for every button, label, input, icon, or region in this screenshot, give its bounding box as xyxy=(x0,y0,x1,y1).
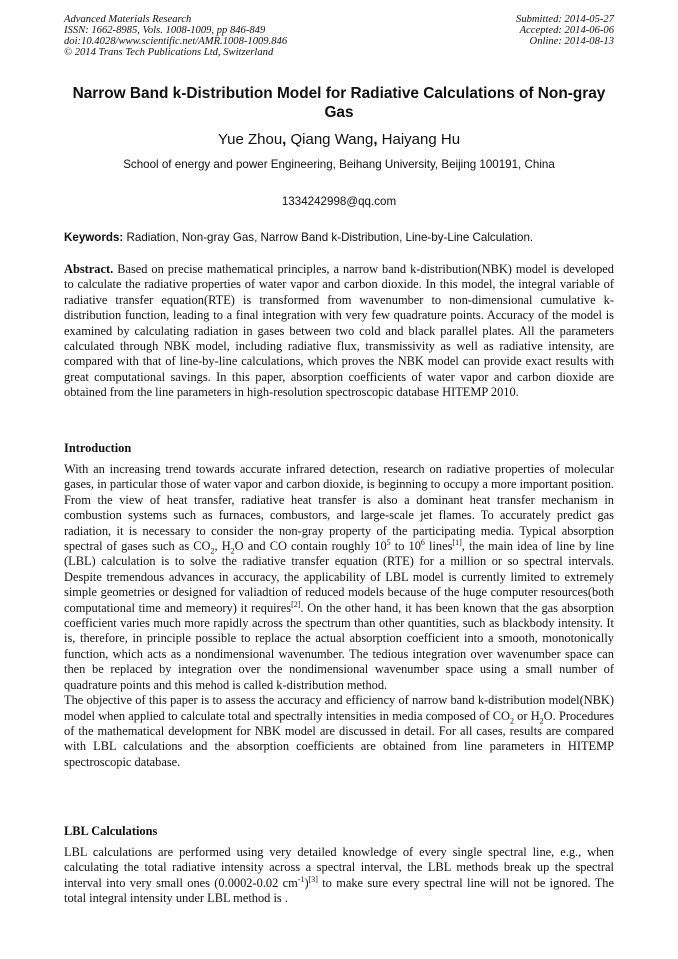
superscript: -1 xyxy=(297,874,305,884)
dates-header xyxy=(516,14,614,47)
copyright-line: © 2014 Trans Tech Publications Ltd, Switzerland xyxy=(64,47,274,58)
text-run: O and CO contain roughly 10 xyxy=(234,539,387,554)
abstract-label: Abstract. xyxy=(64,262,114,276)
text-run: ) xyxy=(304,875,309,890)
journal-header xyxy=(64,14,287,58)
text-run: The objective of this paper is to assess the accuracy and efficiency of narrow band k-distribution model(NBK) model when applied to calculate total and spectrally intensities in media composed of CO xyxy=(64,693,614,723)
paragraph xyxy=(64,845,614,907)
online-date: Online: 2014-08-13 xyxy=(529,36,614,47)
subscript: 2 xyxy=(210,546,215,556)
text-run: LBL calculations are performed using very detailed knowledge of every single spectral line, e.g., when calculating the total radiative intensity across a spectral interval, the LBL methods break up the spectral interval into very small ones (0.0002-0.02 cm xyxy=(64,845,614,890)
paragraph xyxy=(64,693,614,770)
text-run: . On the other hand, it has been known that the gas absorption coefficient varies much more rapidly across the spectrum than other quantities, such as blackbody intensity. It is, therefore, in principle possible to replace the actual absorption coefficient into a smooth, monotonically function, which acts as a nondimensional wavenumber. The tedious integration over wavenumber space can then be replaced by integration over the nondimensional wavenumber space using a small number of quadrature points and this mehod is called k-distribution method. xyxy=(64,600,614,692)
journal-name: Advanced Materials Research xyxy=(64,14,192,25)
accepted-date: Accepted: 2014-06-06 xyxy=(519,25,614,36)
citation-ref[interactable]: [1] xyxy=(452,537,462,547)
abstract xyxy=(64,262,614,401)
section-heading-lbl: LBL Calculations xyxy=(64,824,158,838)
text-run: or H xyxy=(513,708,540,723)
text-run: O. Procedures of the mathematical development for NBK model are discussed in detail. For all cases, results are compared with LBL calculations and the absorption coefficients are obtained from line parameters in HITEMP spectroscopic database. xyxy=(64,708,614,769)
text-run: to 10 xyxy=(390,539,421,554)
author-name: Yue Zhou xyxy=(217,131,283,148)
text-run: lines xyxy=(424,539,453,554)
text-run: , H xyxy=(214,539,231,554)
superscript: 5 xyxy=(386,537,391,547)
issn-line: ISSN: 1662-8985, Vols. 1008-1009, pp 846-849 xyxy=(64,25,266,36)
affiliation: School of energy and power Engineering, Beihang University, Beijing 100191, China xyxy=(123,158,555,171)
keywords xyxy=(64,231,614,245)
text-run: to make sure every spectral line will not be ignored. The total integral intensity under LBL method is . xyxy=(64,875,614,906)
citation-ref[interactable]: [2] xyxy=(291,599,301,609)
author-separator: , xyxy=(373,131,382,148)
section-heading-introduction: Introduction xyxy=(64,441,132,455)
author-email[interactable]: 1334242998@qq.com xyxy=(281,195,397,208)
submitted-date: Submitted: 2014-05-27 xyxy=(516,14,614,25)
introduction-body xyxy=(64,462,614,770)
abstract-text: Based on precise mathematical principles, a narrow band k-distribution(NBK) model is developed to calculate the radiative properties of water vapor and carbon dioxide. In this model, the integral variable of radiative transfer equation(RTE) is transformed from wavenumber to non-dimensional cumulative k-distribution function, leading to a final integration with very few quadrature points. Accuracy of the model is examined by calculating radiation in gases between two cold and black parallel plates. All the parameters calculated through NBK model, including radiative flux, transmissivity as well as radiative intensity, are compared with that of line-by-line calculations, which proves the NBK model can provide exact results with great computational savings. In this paper, absorption coefficients of water vapor and carbon dioxide are obtained from the line parameters in high-resolution spectroscopic database HITEMP 2010. xyxy=(64,262,614,400)
paragraph xyxy=(64,462,614,693)
subscript: 2 xyxy=(509,715,514,725)
doi-line: doi:10.4028/www.scientific.net/AMR.1008-1009.846 xyxy=(64,36,288,47)
superscript: 6 xyxy=(420,537,425,547)
paper-title: Narrow Band k-Distribution Model for Radiative Calculations of Non-gray Gas xyxy=(72,85,606,121)
text-run: , the main idea of line by line (LBL) calculation is to solve the radiative transfer equation (RTE) for a million or so spectral intervals. Despite tremendous advances in accuracy, the applicability of LBL model is currently limited to extremely simple geometries or designed for valiadtion of reduced models because of the huge computer resources(both computational time and memeory) it requires xyxy=(64,539,615,615)
subscript: 2 xyxy=(230,546,235,556)
author-separator: , xyxy=(282,131,291,148)
author-name: Qiang Wang xyxy=(290,131,374,148)
keywords-label: Keywords: xyxy=(64,231,124,244)
subscript: 2 xyxy=(539,715,544,725)
citation-ref[interactable]: [3] xyxy=(308,874,318,884)
keywords-text: Radiation, Non-gray Gas, Narrow Band k-Distribution, Line-by-Line Calculation. xyxy=(123,231,534,244)
author-name: Haiyang Hu xyxy=(381,131,461,148)
author-list xyxy=(64,131,614,149)
text-run: With an increasing trend towards accurate infrared detection, research on radiative properties of molecular gases, in particular those of water vapor and carbon dioxide, is beginning to occupy a more important position. From the view of heat transfer, radiative heat transfer is also a dominant heat transfer mechanism in combustion systems such as furnaces, combustors, and large-scale jet flames. To accurately predict gas radiation, it is necessary to consider the non-gray property of the participating media. Typical absorption spectral of gases such as CO xyxy=(64,462,614,554)
lbl-body xyxy=(64,845,614,907)
